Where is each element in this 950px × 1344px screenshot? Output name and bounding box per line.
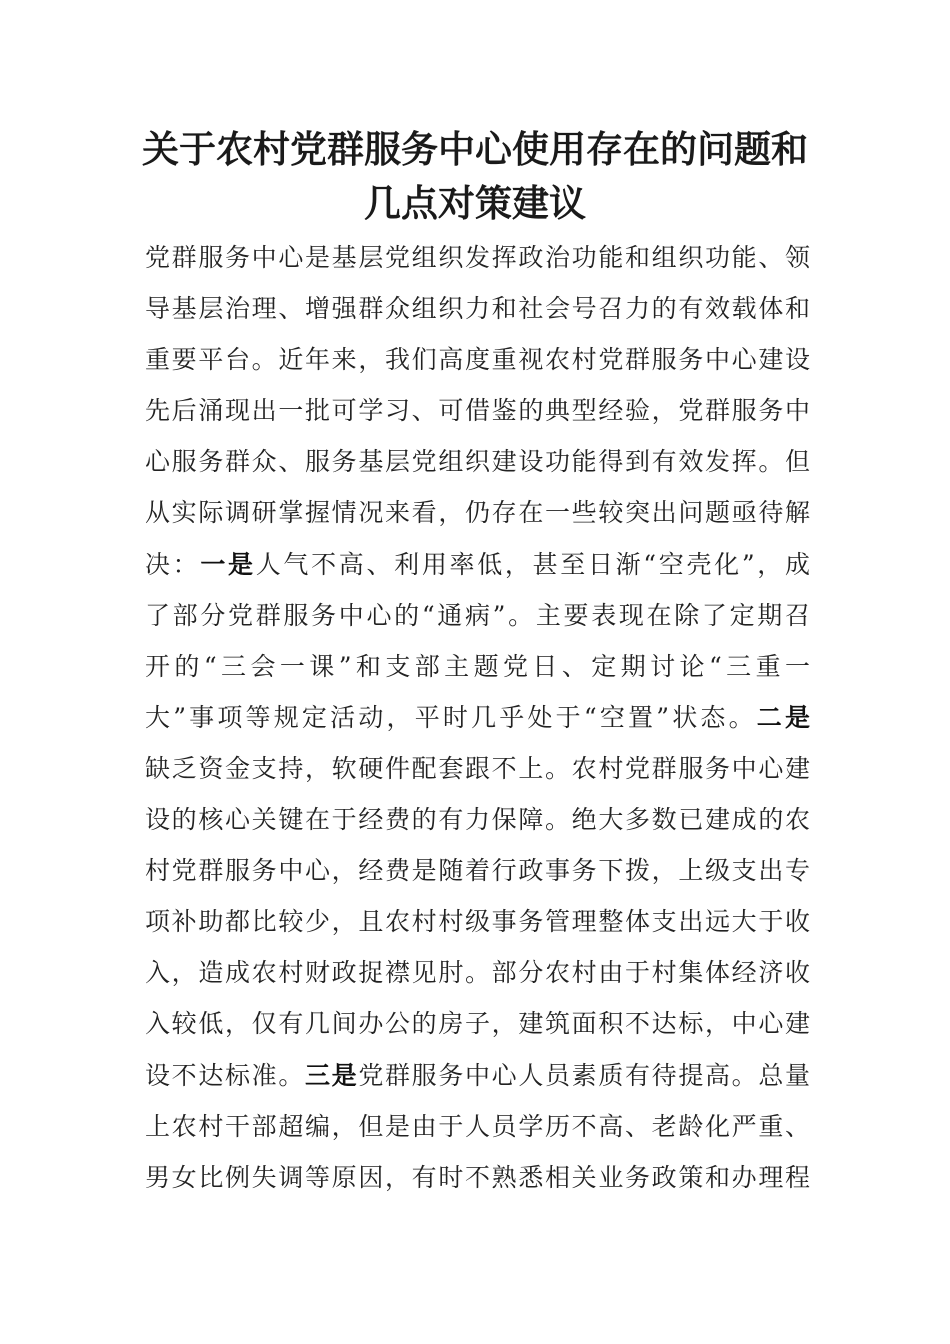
body-text-run: 开的“三会一课”和支部主题党日、定期讨论“三重一 bbox=[145, 651, 810, 681]
body-text-run: 党群服务中心是基层党组织发挥政治功能和组织功能、领 bbox=[145, 243, 810, 272]
title-line-2: 几点对策建议 bbox=[364, 181, 586, 225]
body-line bbox=[145, 743, 810, 794]
body-line bbox=[145, 692, 810, 743]
body-text-run: 上农村干部超编，但是由于人员学历不高、老龄化严重、 bbox=[145, 1111, 810, 1141]
body-line bbox=[145, 845, 810, 896]
body-text-run: 缺乏资金支持，软硬件配套跟不上。农村党群服务中心建 bbox=[145, 753, 810, 783]
body-text-run: 村党群服务中心，经费是随着行政事务下拨，上级支出专 bbox=[145, 856, 810, 886]
body-text-run: 先后涌现出一批可学习、可借鉴的典型经验，党群服务中 bbox=[145, 396, 810, 426]
body-text-run: 心服务群众、服务基层党组织建设功能得到有效发挥。但 bbox=[145, 447, 810, 477]
body-line bbox=[145, 232, 810, 283]
body-line bbox=[145, 641, 810, 692]
body-text-run: 大”事项等规定活动，平时几乎处于“空置”状态。 bbox=[145, 702, 757, 732]
body-line bbox=[145, 334, 810, 385]
body-text-run: 设的核心关键在于经费的有力保障。绝大多数已建成的农 bbox=[145, 805, 810, 835]
body-line bbox=[145, 1050, 810, 1101]
body-line bbox=[145, 539, 810, 590]
body-line bbox=[145, 896, 810, 947]
body-line bbox=[145, 1101, 810, 1152]
body-text-run: 决： bbox=[145, 549, 201, 579]
emphasis-text: 二是 bbox=[756, 702, 810, 732]
body-line bbox=[145, 487, 810, 538]
body-text-run: 设不达标准。 bbox=[145, 1060, 305, 1090]
body-line bbox=[145, 998, 810, 1049]
body-line bbox=[145, 590, 810, 641]
body-text-run: 重要平台。近年来，我们高度重视农村党群服务中心建设 bbox=[145, 345, 810, 375]
body-line bbox=[145, 436, 810, 487]
title-line-1: 关于农村党群服务中心使用存在的问题和 bbox=[142, 127, 808, 171]
body-text-run: 入，造成农村财政捉襟见肘。部分农村由于村集体经济收 bbox=[145, 958, 810, 988]
body-line bbox=[145, 794, 810, 845]
body-line bbox=[145, 1152, 810, 1203]
emphasis-text: 三是 bbox=[305, 1060, 359, 1090]
body-paragraph bbox=[145, 232, 810, 1203]
body-line bbox=[145, 283, 810, 334]
body-text-run: 入较低，仅有几间办公的房子，建筑面积不达标，中心建 bbox=[145, 1009, 810, 1039]
body-text-run: 项补助都比较少，且农村村级事务管理整体支出远大于收 bbox=[145, 907, 810, 937]
document-title bbox=[140, 122, 810, 230]
body-text-run: 了部分党群服务中心的“通病”。主要表现在除了定期召 bbox=[145, 600, 810, 630]
body-text-run: 党群服务中心人员素质有待提高。总量 bbox=[358, 1060, 810, 1090]
body-text-run: 导基层治理、增强群众组织力和社会号召力的有效载体和 bbox=[145, 294, 810, 324]
body-text-run: 人气不高、利用率低，甚至日渐“空壳化”，成 bbox=[255, 549, 810, 579]
body-text-run: 男女比例失调等原因，有时不熟悉相关业务政策和办理程 bbox=[145, 1162, 810, 1192]
body-line bbox=[145, 947, 810, 998]
body-line bbox=[145, 385, 810, 436]
body-text-run: 从实际调研掌握情况来看，仍存在一些较突出问题亟待解 bbox=[145, 498, 810, 528]
emphasis-text: 一是 bbox=[200, 549, 256, 579]
